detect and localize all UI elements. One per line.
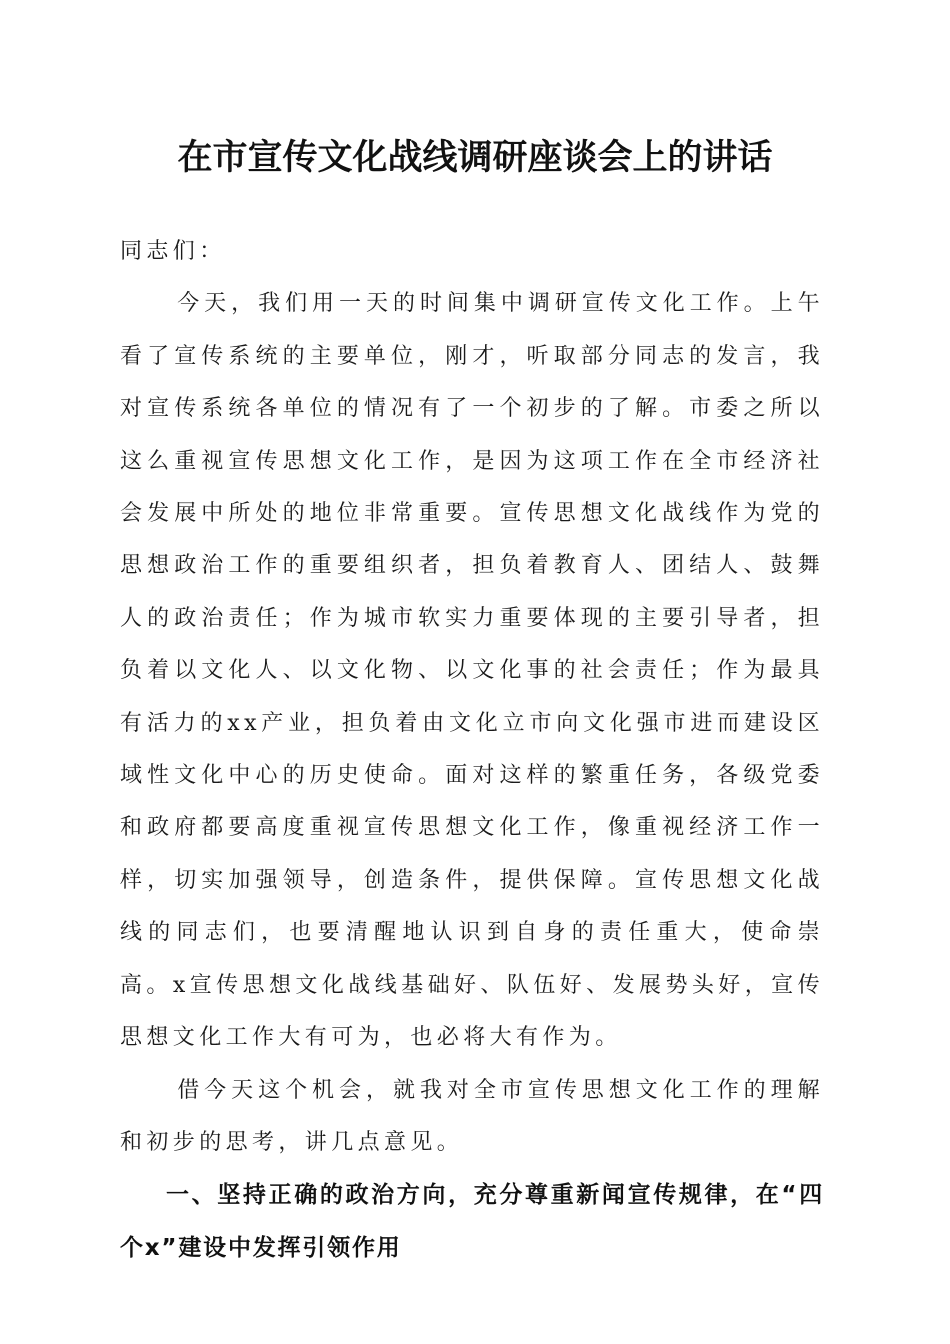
salutation: 同志们： — [120, 239, 226, 264]
document-title: 在市宣传文化战线调研座谈会上的讲话 — [177, 137, 773, 178]
document-body — [120, 226, 824, 1274]
section-heading-1: 一、坚持正确的政治方向，充分尊重新闻宣传规律，在“四个x”建设中发挥引领作用 — [120, 1182, 824, 1261]
paragraph-1: 今天，我们用一天的时间集中调研宣传文化工作。上午看了宣传系统的主要单位，刚才，听取部分同志的发言，我对宣传系统各单位的情况有了一个初步的了解。市委之所以这么重视宣传思想文化工作，是因为这项工作在全市经济社会发展中所处的地位非常重要。宣传思想文化战线作为党的思想政治工作的重要组织者，担负着教育人、团结人、鼓舞人的政治责任；作为城市软实力重要体现的主要引导者，担负着以文化人、以文化物、以文化事的社会责任；作为最具有活力的xx产业，担负着由文化立市向文化强市进而建设区域性文化中心的历史使命。面对这样的繁重任务，各级党委和政府都要高度重视宣传思想文化工作，像重视经济工作一样，切实加强领导，创造条件，提供保障。宣传思想文化战线的同志们，也要清醒地认识到自身的责任重大，使命崇高。x宣传思想文化战线基础好、队伍好、发展势头好，宣传思想文化工作大有可为，也必将大有作为。 — [120, 291, 824, 1051]
paragraph-2: 借今天这个机会，就我对全市宣传思想文化工作的理解和初步的思考，讲几点意见。 — [120, 1077, 824, 1155]
